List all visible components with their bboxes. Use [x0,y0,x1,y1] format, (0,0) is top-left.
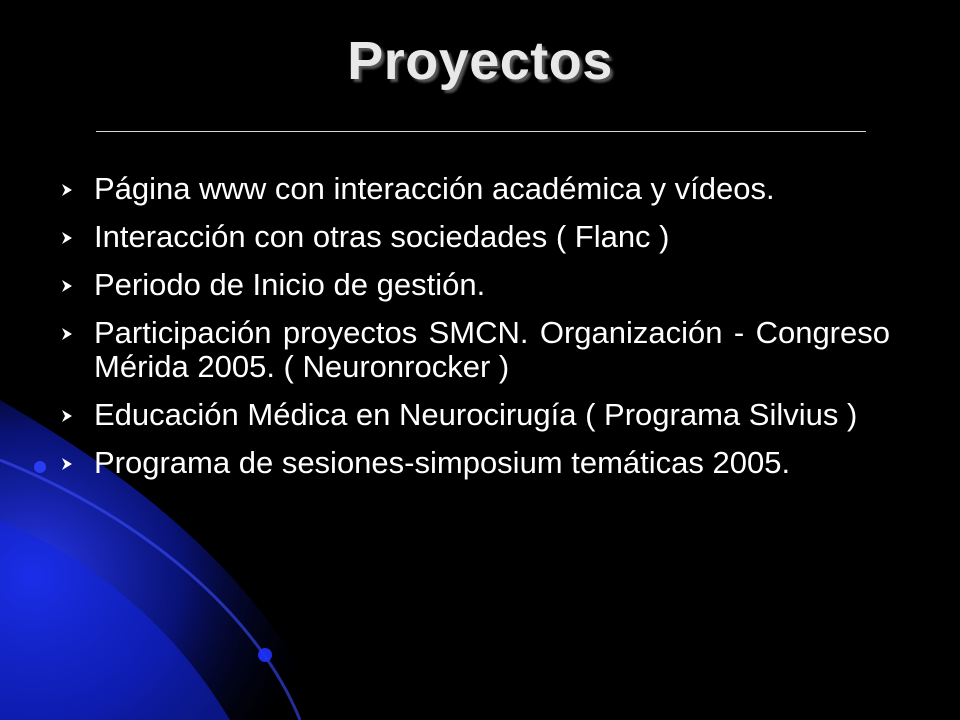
bullet-text: Educación Médica en Neurocirugía ( Programa Silvius ) [94,397,858,432]
bullet-item [60,172,890,206]
bullet-item [60,446,890,480]
bullet-item [60,316,890,384]
bullet-text: Página www con interacción académica y vídeos. [94,171,775,206]
title-divider [96,131,866,132]
bullet-item [60,220,890,254]
bullet-text: Participación proyectos SMCN. Organización - Congreso Mérida 2005. ( Neuronrocker ) [94,315,890,384]
bullet-item [60,398,890,432]
arrow-bullet-icon [60,183,74,197]
arrow-bullet-icon [60,457,74,471]
arrow-bullet-icon [60,327,74,341]
bullet-list [60,172,890,494]
bullet-text: Interacción con otras sociedades ( Flanc ) [94,219,670,254]
arrow-bullet-icon [60,279,74,293]
arrow-bullet-icon [60,409,74,423]
arrow-bullet-icon [60,231,74,245]
bullet-text: Programa de sesiones-simposium temáticas 2005. [94,445,791,480]
bullet-text: Periodo de Inicio de gestión. [94,267,486,302]
slide-title: Proyectos [347,31,613,91]
bullet-item [60,268,890,302]
